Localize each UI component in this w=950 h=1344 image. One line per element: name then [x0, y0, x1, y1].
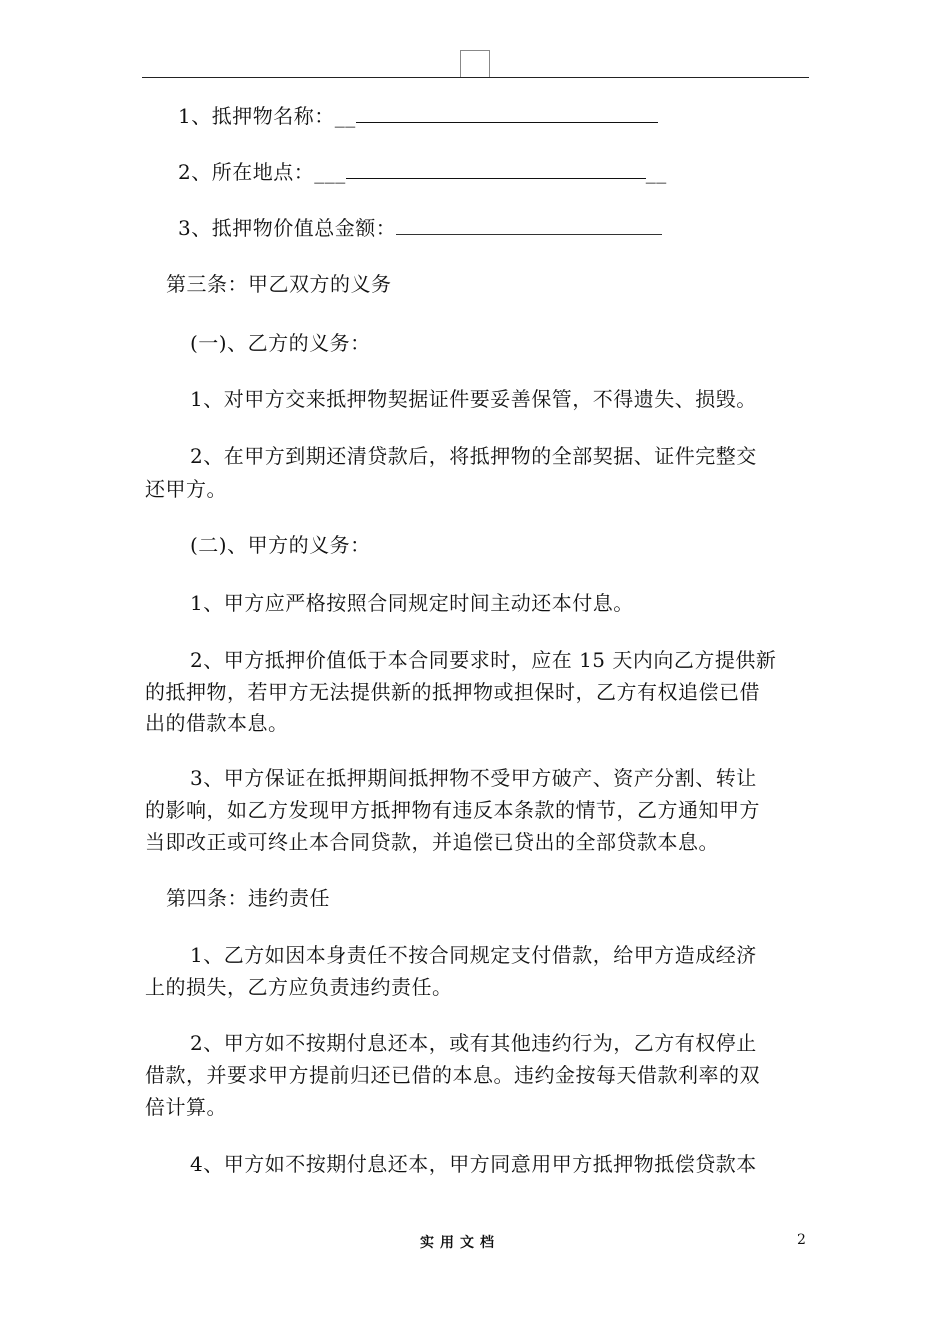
article4-item1-line1: 1、乙方如因本身责任不按合同规定支付借款，给甲方造成经济 — [190, 943, 757, 967]
field-collateral-name-label: 1、抵押物名称： — [178, 104, 335, 128]
field-collateral-name-blank[interactable] — [356, 104, 658, 123]
field-total-value — [178, 216, 662, 240]
header-rule — [142, 77, 809, 78]
article3-sub2-item3-line3: 当即改正或可终止本合同贷款，并追偿已贷出的全部贷款本息。 — [145, 830, 719, 854]
footer-label: 实用文档 — [420, 1235, 500, 1251]
article3-sub2-item2-line1: 2、甲方抵押价值低于本合同要求时，应在 15 天内向乙方提供新 — [190, 648, 777, 672]
field-location-dashes-after: __ — [645, 160, 667, 184]
field-location-blank[interactable] — [346, 160, 646, 179]
field-total-value-label: 3、抵押物价值总金额： — [178, 216, 397, 240]
article3-sub1-item2-line2: 还甲方。 — [145, 477, 227, 501]
article4-item1-line2: 上的损失，乙方应负责违约责任。 — [145, 975, 453, 999]
article3-sub2-item3-line1: 3、甲方保证在抵押期间抵押物不受甲方破产、资产分割、转让 — [190, 766, 757, 790]
article3-title: 第三条：甲乙双方的义务 — [166, 272, 392, 296]
article3-sub1-heading: (一)、乙方的义务： — [190, 331, 371, 355]
article4-item2-line1: 2、甲方如不按期付息还本，或有其他违约行为，乙方有权停止 — [190, 1031, 757, 1055]
article3-sub2-item2-line2: 的抵押物，若甲方无法提供新的抵押物或担保时，乙方有权追偿已借 — [145, 680, 760, 704]
article3-sub2-item1: 1、甲方应严格按照合同规定时间主动还本付息。 — [190, 591, 634, 615]
page-number: 2 — [797, 1232, 806, 1248]
field-location — [178, 160, 667, 184]
field-total-value-blank[interactable] — [396, 216, 662, 235]
field-location-dashes-before: ___ — [314, 160, 346, 184]
article3-sub2-heading: (二)、甲方的义务： — [190, 533, 371, 557]
article4-item2-line3: 倍计算。 — [145, 1095, 227, 1119]
header-box — [460, 50, 490, 78]
article3-sub2-item3-line2: 的影响，如乙方发现甲方抵押物有违反本条款的情节，乙方通知甲方 — [145, 798, 760, 822]
field-collateral-name — [178, 104, 658, 128]
field-collateral-name-dashes: __ — [334, 104, 356, 128]
article3-sub2-item2-line3: 出的借款本息。 — [145, 711, 289, 735]
article4-title: 第四条：违约责任 — [166, 886, 330, 910]
article4-item4-line1: 4、甲方如不按期付息还本，甲方同意用甲方抵押物抵偿贷款本 — [190, 1152, 757, 1176]
field-location-label: 2、所在地点： — [178, 160, 315, 184]
article4-item2-line2: 借款，并要求甲方提前归还已借的本息。违约金按每天借款利率的双 — [145, 1063, 760, 1087]
article3-sub1-item1: 1、对甲方交来抵押物契据证件要妥善保管，不得遗失、损毁。 — [190, 387, 757, 411]
article3-sub1-item2-line1: 2、在甲方到期还清贷款后，将抵押物的全部契据、证件完整交 — [190, 444, 757, 468]
